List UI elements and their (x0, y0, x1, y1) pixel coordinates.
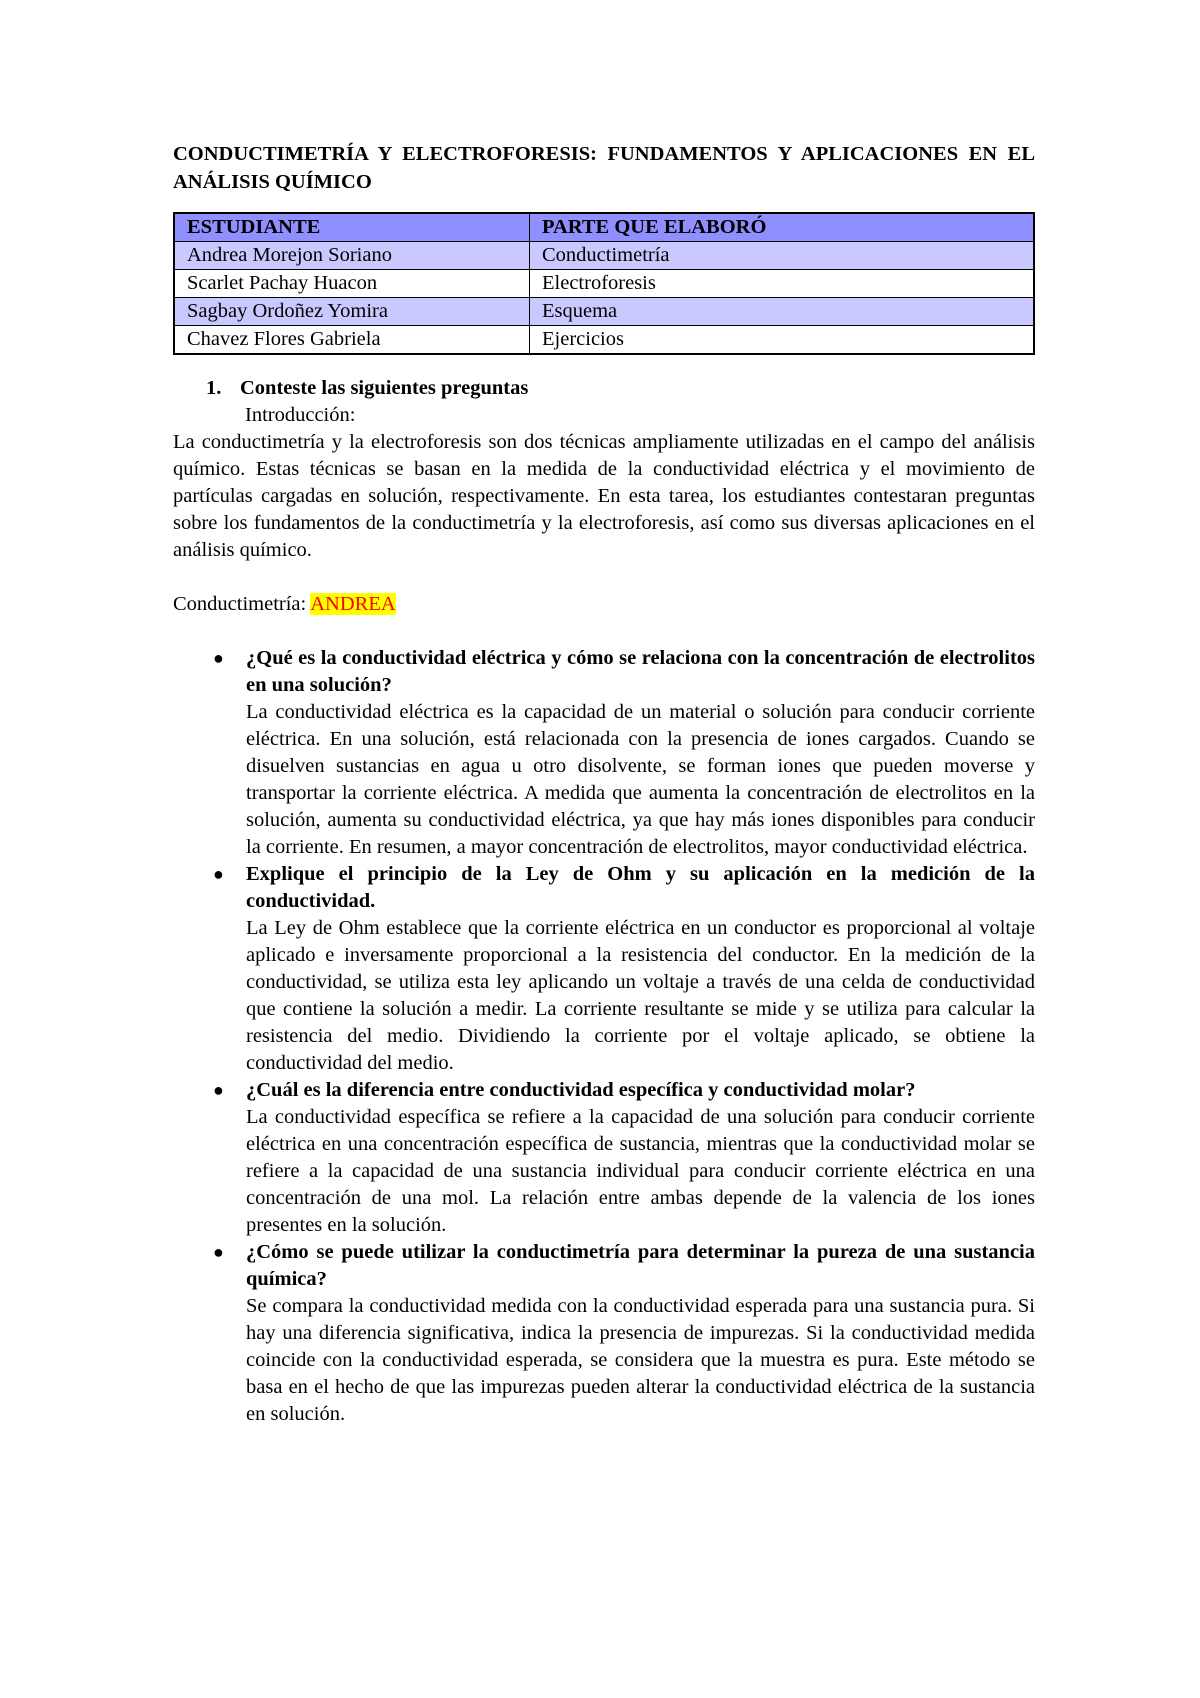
bullet-icon: ● (213, 1080, 224, 1100)
section-heading (206, 375, 1035, 402)
table-header-student: ESTUDIANTE (174, 213, 530, 242)
bullet-icon: ● (213, 864, 224, 884)
list-item (173, 645, 1035, 861)
student-name: Andrea Morejon Soriano (174, 242, 530, 270)
list-item (173, 861, 1035, 1077)
intro-label: Introducción: (245, 404, 356, 426)
document-page (173, 140, 1035, 1428)
intro-paragraph: La conductimetría y la electroforesis son dos técnicas ampliamente utilizadas en el campo del análisis químico. Estas técnicas se basan en la medida de la conductividad eléctrica y el movimiento de partículas cargadas en solución, respectivamente. En esta tarea, los estudiantes contestaran preguntas sobre los fundamentos de la conductimetría y la electroforesis, así como sus diversas aplicaciones en el análisis químico. (173, 431, 1035, 561)
table-header-part: PARTE QUE ELABORÓ (530, 213, 1035, 242)
question-text: ¿Cuál es la diferencia entre conductividad específica y conductividad molar? (246, 1079, 916, 1101)
bullet-icon: ● (213, 648, 224, 668)
author-highlight: ANDREA (310, 593, 396, 615)
table-row (174, 270, 1034, 298)
spacer (173, 564, 1035, 591)
question-text: Explique el principio de la Ley de Ohm y su aplicación en la medición de la conductividad. (246, 863, 1035, 912)
list-item (173, 1077, 1035, 1239)
conductimetria-label: Conductimetría: (173, 593, 307, 615)
student-part: Esquema (530, 298, 1035, 326)
answer-text: La conductividad específica se refiere a la capacidad de una solución para conducir corriente eléctrica en una concentración específica de sustancia, mientras que la conductividad molar se refiere a la capacidad de una sustancia individual para conducir corriente eléctrica en una concentración de una mol. La relación entre ambas depende de la valencia de los iones presentes en la solución. (246, 1106, 1035, 1236)
answer-text: La conductividad eléctrica es la capacidad de un material o solución para conducir corriente eléctrica. En una solución, está relacionada con la presencia de iones cargados. Cuando se disuelven sustancias en agua u otro disolvente, se forman iones que pueden moverse y transportar la corriente eléctrica. A medida que aumenta la concentración de electrolitos en la solución, aumenta su conductividad eléctrica, ya que hay más iones disponibles para conducir la corriente. En resumen, a mayor concentración de electrolitos, mayor conductividad eléctrica. (246, 701, 1035, 858)
student-name: Chavez Flores Gabriela (174, 326, 530, 355)
table-header-row (174, 213, 1034, 242)
conductimetria-line (173, 591, 1035, 618)
answer-text: La Ley de Ohm establece que la corriente eléctrica en un conductor es proporcional al voltaje aplicado e inversamente proporcional a la resistencia del conductor. En la medición de la conductividad, se utiliza esta ley aplicando un voltaje a través de una celda de conductividad que contiene la solución a medir. La corriente resultante se mide y se utiliza para calcular la resistencia del medio. Dividiendo la corriente por el voltaje aplicado, se obtiene la conductividad del medio. (246, 917, 1035, 1074)
document-title: CONDUCTIMETRÍA Y ELECTROFORESIS: FUNDAMENTOS Y APLICACIONES EN EL ANÁLISIS QUÍMICO (173, 143, 1035, 193)
question-text: ¿Qué es la conductividad eléctrica y cómo se relaciona con la concentración de electrolitos en una solución? (246, 647, 1035, 696)
table-row (174, 298, 1034, 326)
questions-list (173, 645, 1035, 1428)
list-item (173, 1239, 1035, 1428)
section-heading-text: Conteste las siguientes preguntas (240, 377, 529, 399)
section-number: 1. (206, 377, 222, 399)
answer-text: Se compara la conductividad medida con la conductividad esperada para una sustancia pura. Si hay una diferencia significativa, indica la presencia de impurezas. Si la conductividad medida coincide con la conductividad esperada, se considera que la muestra es pura. Este método se basa en el hecho de que las impurezas pueden alterar la conductividad eléctrica de la sustancia en solución. (246, 1295, 1035, 1425)
students-table (173, 212, 1035, 355)
table-row (174, 326, 1034, 355)
student-name: Sagbay Ordoñez Yomira (174, 298, 530, 326)
student-part: Electroforesis (530, 270, 1035, 298)
table-row (174, 242, 1034, 270)
student-name: Scarlet Pachay Huacon (174, 270, 530, 298)
bullet-icon: ● (213, 1242, 224, 1262)
question-text: ¿Cómo se puede utilizar la conductimetría para determinar la pureza de una sustancia química? (246, 1241, 1035, 1290)
student-part: Ejercicios (530, 326, 1035, 355)
student-part: Conductimetría (530, 242, 1035, 270)
